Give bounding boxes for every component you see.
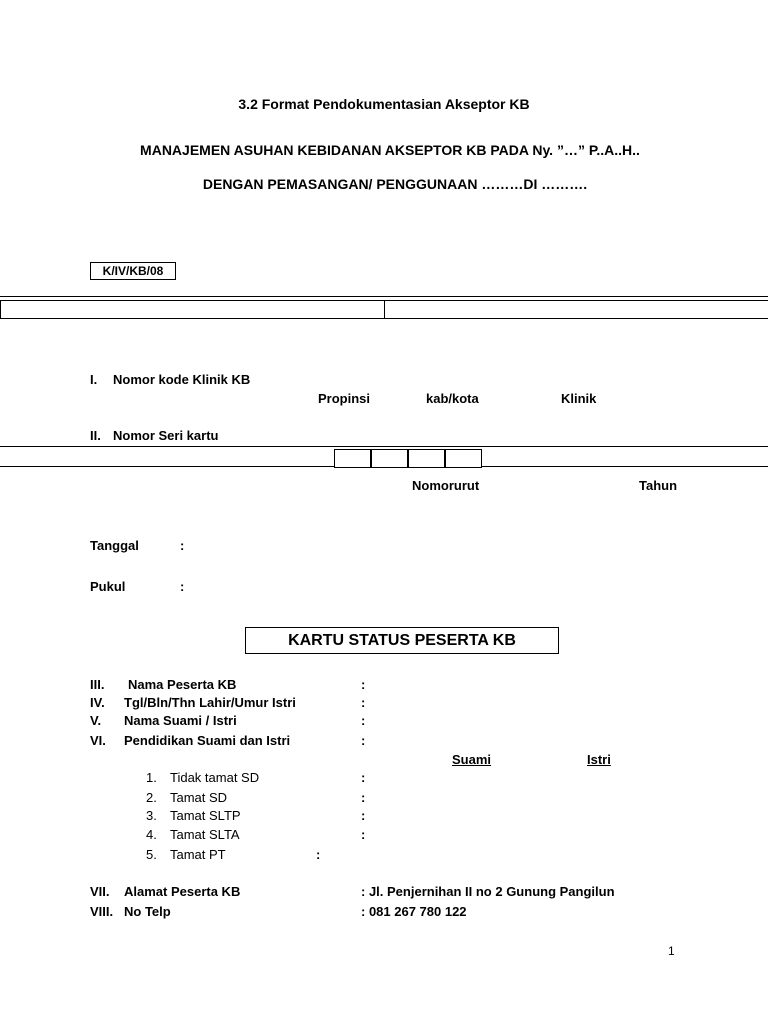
item-6-label: Pendidikan Suami dan Istri xyxy=(124,733,291,748)
edu-5-label: Tamat PT xyxy=(170,847,226,862)
table-left-border xyxy=(0,300,1,318)
table-top-border xyxy=(0,296,768,297)
header-suami: Suami xyxy=(452,752,492,767)
pukul-label: Pukul xyxy=(90,579,126,594)
edu-4-label: Tamat SLTA xyxy=(170,827,240,842)
item-7-label: Alamat Peserta KB xyxy=(124,884,241,899)
serial-band-top xyxy=(0,446,768,447)
header-istri: Istri xyxy=(587,752,611,767)
address-value: : Jl. Penjernihan II no 2 Gunung Pangilun xyxy=(361,884,615,899)
col-tahun: Tahun xyxy=(639,478,678,493)
section-2-label: Nomor Seri kartu xyxy=(113,428,219,443)
page-number: 1 xyxy=(668,944,675,958)
item-7-number: VII. xyxy=(90,884,110,899)
form-title-line-1: MANAJEMEN ASUHAN KEBIDANAN AKSEPTOR KB PADA Ny. ”…” P..A..H.. xyxy=(140,142,640,158)
edu-4-number: 4. xyxy=(146,827,157,842)
serial-box-3 xyxy=(408,449,445,468)
edu-2-colon: : xyxy=(361,790,366,805)
table-bottom-border xyxy=(0,318,768,319)
card-title: KARTU STATUS PESERTA KB xyxy=(245,627,559,654)
edu-1-label: Tidak tamat SD xyxy=(170,770,260,785)
pukul-colon: : xyxy=(180,579,185,594)
item-8-label: No Telp xyxy=(124,904,171,919)
serial-box-1 xyxy=(334,449,371,468)
section-1-number: I. xyxy=(90,372,98,387)
edu-1-number: 1. xyxy=(146,770,157,785)
edu-5-colon: : xyxy=(316,847,321,862)
tanggal-colon: : xyxy=(180,538,185,553)
section-2-number: II. xyxy=(90,428,101,443)
edu-2-number: 2. xyxy=(146,790,157,805)
phone-value: : 081 267 780 122 xyxy=(361,904,467,919)
item-6-number: VI. xyxy=(90,733,106,748)
edu-4-colon: : xyxy=(361,827,366,842)
col-propinsi: Propinsi xyxy=(318,391,371,406)
item-4-label: Tgl/Bln/Thn Lahir/Umur Istri xyxy=(124,695,296,710)
edu-1-colon: : xyxy=(361,770,366,785)
edu-5-number: 5. xyxy=(146,847,157,862)
serial-box-4 xyxy=(445,449,482,468)
item-5-colon: : xyxy=(361,713,366,728)
document-heading: 3.2 Format Pendokumentasian Akseptor KB xyxy=(238,96,530,112)
col-klinik: Klinik xyxy=(561,391,597,406)
form-title-line-2: DENGAN PEMASANGAN/ PENGGUNAAN ………DI ………. xyxy=(202,176,588,192)
item-4-colon: : xyxy=(361,695,366,710)
item-5-number: V. xyxy=(90,713,102,728)
edu-3-colon: : xyxy=(361,808,366,823)
section-1-label: Nomor kode Klinik KB xyxy=(113,372,251,387)
item-8-number: VIII. xyxy=(90,904,114,919)
col-kab-kota: kab/kota xyxy=(426,391,479,406)
serial-box-2 xyxy=(371,449,408,468)
item-5-label: Nama Suami / Istri xyxy=(124,713,237,728)
tanggal-label: Tanggal xyxy=(90,538,139,553)
item-3-colon: : xyxy=(361,677,366,692)
item-3-label: Nama Peserta KB xyxy=(128,677,237,692)
table-divider xyxy=(384,300,385,318)
form-code-box: K/IV/KB/08 xyxy=(90,262,176,280)
item-4-number: IV. xyxy=(90,695,105,710)
edu-3-number: 3. xyxy=(146,808,157,823)
edu-2-label: Tamat SD xyxy=(170,790,228,805)
edu-3-label: Tamat SLTP xyxy=(170,808,241,823)
item-3-number: III. xyxy=(90,677,105,692)
col-nomorurut: Nomorurut xyxy=(412,478,480,493)
item-6-colon: : xyxy=(361,733,366,748)
